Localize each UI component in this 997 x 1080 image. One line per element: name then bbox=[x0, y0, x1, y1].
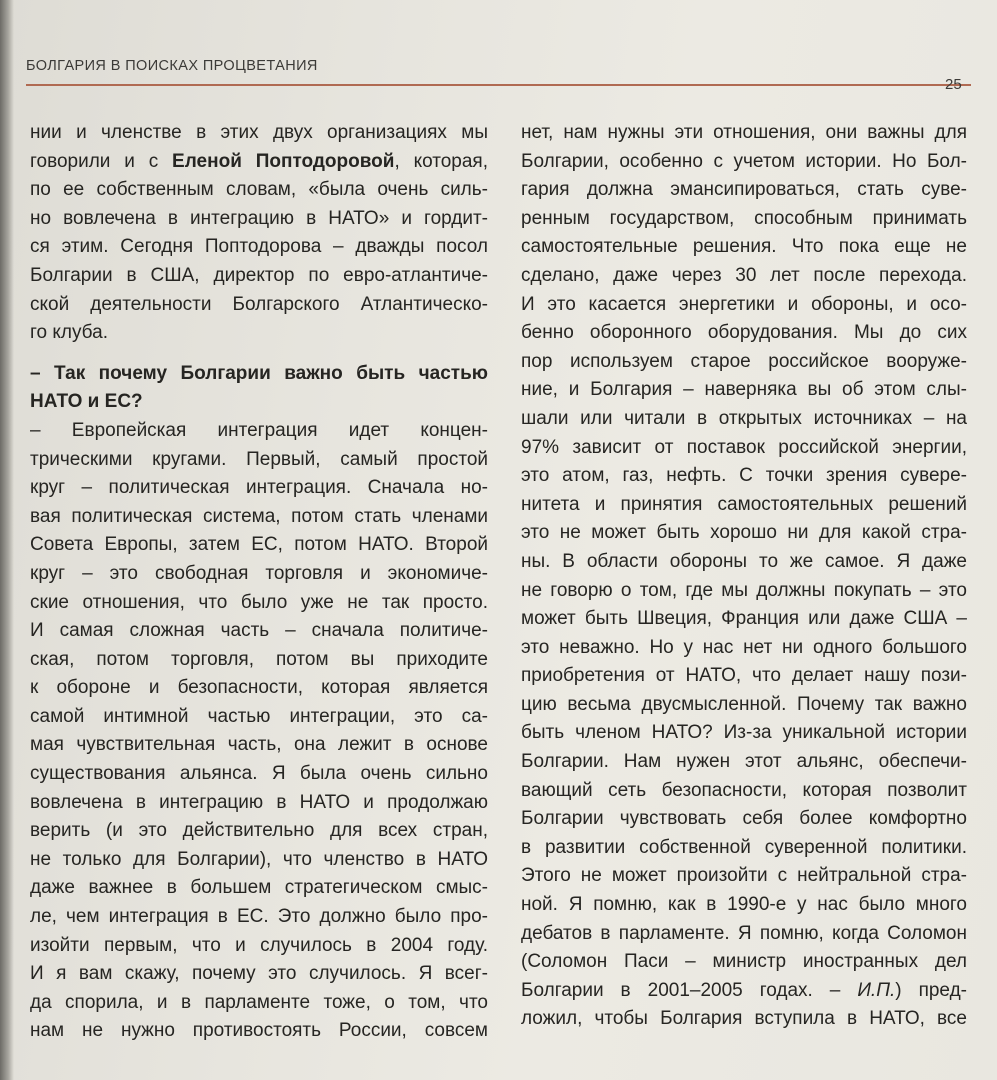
right-column bbox=[521, 119, 967, 1034]
text-line: ложил, чтобы Болгария вступила в НАТО, все bbox=[521, 1008, 967, 1030]
person-name-bold: Еленой Поптодоровой bbox=[172, 150, 395, 172]
text-line: изойти первым, что и случилось в 2004 году. bbox=[30, 934, 488, 956]
text-line: приобретения от НАТО, что делает нашу пози- bbox=[521, 665, 967, 687]
text-line: это неважно. Но у нас нет ни одного большого bbox=[521, 636, 967, 658]
text-line: ская, потом торговля, потом вы приходите bbox=[30, 648, 488, 670]
text-line: по ее собственным словам, «была очень силь- bbox=[30, 179, 488, 201]
text-line: пор используем старое российское вооруже- bbox=[521, 350, 967, 372]
text-line: даже важнее в большем стратегическом смыс- bbox=[30, 877, 488, 899]
text-line: И это касается энергетики и обороны, и осо- bbox=[521, 293, 967, 315]
text-line: не только для Болгарии), что членство в НАТО bbox=[30, 848, 488, 870]
text-line: нии и членстве в этих двух организациях мы bbox=[30, 122, 488, 143]
text-line: да спорила, и в парламенте тоже, о том, что bbox=[30, 991, 488, 1013]
paragraph-gap bbox=[30, 348, 488, 360]
text-line: круг – политическая интеграция. Сначала но- bbox=[30, 477, 488, 499]
text-line: ной. Я помню, как в 1990-е у нас было много bbox=[521, 894, 967, 916]
text-line: Этого не может произойти с нейтральной стра- bbox=[521, 865, 967, 887]
text-line: быть членом НАТО? Из-за уникальной истории bbox=[521, 722, 967, 744]
text-line: в развитии собственной суверенной политики. bbox=[521, 836, 967, 858]
text-fragment: Болгарии в 2001–2005 годах. – bbox=[521, 979, 858, 1001]
text-line: нам не нужно противостоять России, совсем bbox=[30, 1020, 488, 1042]
text-fragment: ) пред- bbox=[895, 979, 967, 1001]
text-line: не говорю о том, где мы должны покупать – это bbox=[521, 579, 967, 601]
running-header-title: БОЛГАРИЯ В ПОИСКАХ ПРОЦВЕТАНИЯ bbox=[26, 58, 318, 74]
text-line: вая политическая система, потом стать членами bbox=[30, 505, 488, 527]
interview-answer bbox=[30, 417, 488, 1046]
text-line: ние, и Болгария – наверняка вы об этом слы- bbox=[521, 379, 967, 401]
text-line: шали или читали в открытых источниках – на bbox=[521, 407, 967, 429]
text-fragment: говорили и с bbox=[30, 150, 173, 172]
text-line: к обороне и безопасности, которая является bbox=[30, 677, 488, 699]
text-line: гария должна эмансипироваться, стать суве- bbox=[521, 179, 967, 201]
text-line: вовлечена в интеграцию в НАТО и продолжаю bbox=[30, 791, 488, 813]
interview-question: НАТО и ЕС? bbox=[30, 391, 143, 413]
text-line bbox=[521, 977, 967, 1006]
author-initials-italic: И.П. bbox=[857, 979, 896, 1001]
right-column-text bbox=[521, 119, 967, 977]
text-line: (Соломон Паси – министр иностранных дел bbox=[521, 951, 967, 973]
text-line: го клуба. bbox=[30, 322, 108, 344]
text-line: Болгарии чувствовать себя более комфортно bbox=[521, 808, 967, 830]
left-column bbox=[30, 119, 488, 1046]
text-line: ренным государством, способным принимать bbox=[521, 207, 967, 229]
text-line: ской деятельности Болгарского Атлантическо- bbox=[30, 293, 488, 315]
text-line: круг – это свободная торговля и экономиче- bbox=[30, 562, 488, 584]
text-line: но вовлечена в интеграцию в НАТО» и гордит- bbox=[30, 207, 488, 229]
text-line: это не может быть хорошо ни для какой стра- bbox=[521, 522, 967, 544]
text-line bbox=[30, 148, 488, 177]
text-line: может быть Швеция, Франция или даже США – bbox=[521, 608, 967, 630]
text-line: ские отношения, что было уже не так просто. bbox=[30, 591, 488, 613]
text-line: бенно оборонного оборудования. Мы до сих bbox=[521, 322, 967, 344]
text-line: Болгарии, особенно с учетом истории. Но Бол- bbox=[521, 150, 967, 172]
text-line: верить (и это действительно для всех стран, bbox=[30, 820, 488, 842]
text-line: И самая сложная часть – сначала политиче- bbox=[30, 620, 488, 642]
text-line: И я вам скажу, почему это случилось. Я всег- bbox=[30, 963, 488, 985]
text-line: – Европейская интеграция идет концен- bbox=[30, 419, 488, 441]
text-line: вающий сеть безопасности, которая позволит bbox=[521, 779, 967, 801]
text-line: это атом, газ, нефть. С точки зрения сувере- bbox=[521, 465, 967, 487]
text-fragment: , которая, bbox=[394, 150, 489, 172]
text-line: 97% зависит от поставок российской энергии, bbox=[521, 436, 967, 458]
text-line: цию весьма двусмысленной. Почему так важно bbox=[521, 693, 967, 715]
text-line: мая чувствительная часть, она лежит в основе bbox=[30, 734, 488, 756]
text-line: Болгарии. Нам нужен этот альянс, обеспечи- bbox=[521, 751, 967, 773]
page-number: 25 bbox=[945, 76, 962, 93]
text-line: ле, чем интеграция в ЕС. Это должно было про- bbox=[30, 906, 488, 928]
text-line: ны. В области обороны то же самое. Я даже bbox=[521, 550, 967, 572]
text-line: самостоятельные решения. Что пока еще не bbox=[521, 236, 967, 258]
text-line: самой интимной частью интеграции, это са- bbox=[30, 705, 488, 727]
text-line: дебатов в парламенте. Я помню, когда Соломон bbox=[521, 922, 967, 944]
text-line: Совета Европы, затем ЕС, потом НАТО. Второй bbox=[30, 534, 488, 556]
interview-question: – Так почему Болгарии важно быть частью bbox=[30, 362, 488, 384]
text-line: трическими кругами. Первый, самый простой bbox=[30, 448, 488, 470]
text-line: Болгарии в США, директор по евро-атлантиче- bbox=[30, 264, 488, 286]
text-line: ся этим. Сегодня Поптодорова – дважды посол bbox=[30, 236, 488, 258]
book-spine-shadow bbox=[0, 0, 14, 1080]
header-rule bbox=[26, 84, 971, 86]
text-line: существования альянса. Я была очень сильно bbox=[30, 763, 488, 785]
text-line: нитета и принятия самостоятельных решений bbox=[521, 493, 967, 515]
text-line: сделано, даже через 30 лет после перехода. bbox=[521, 264, 967, 286]
text-line: нет, нам нужны эти отношения, они важны для bbox=[521, 122, 967, 143]
